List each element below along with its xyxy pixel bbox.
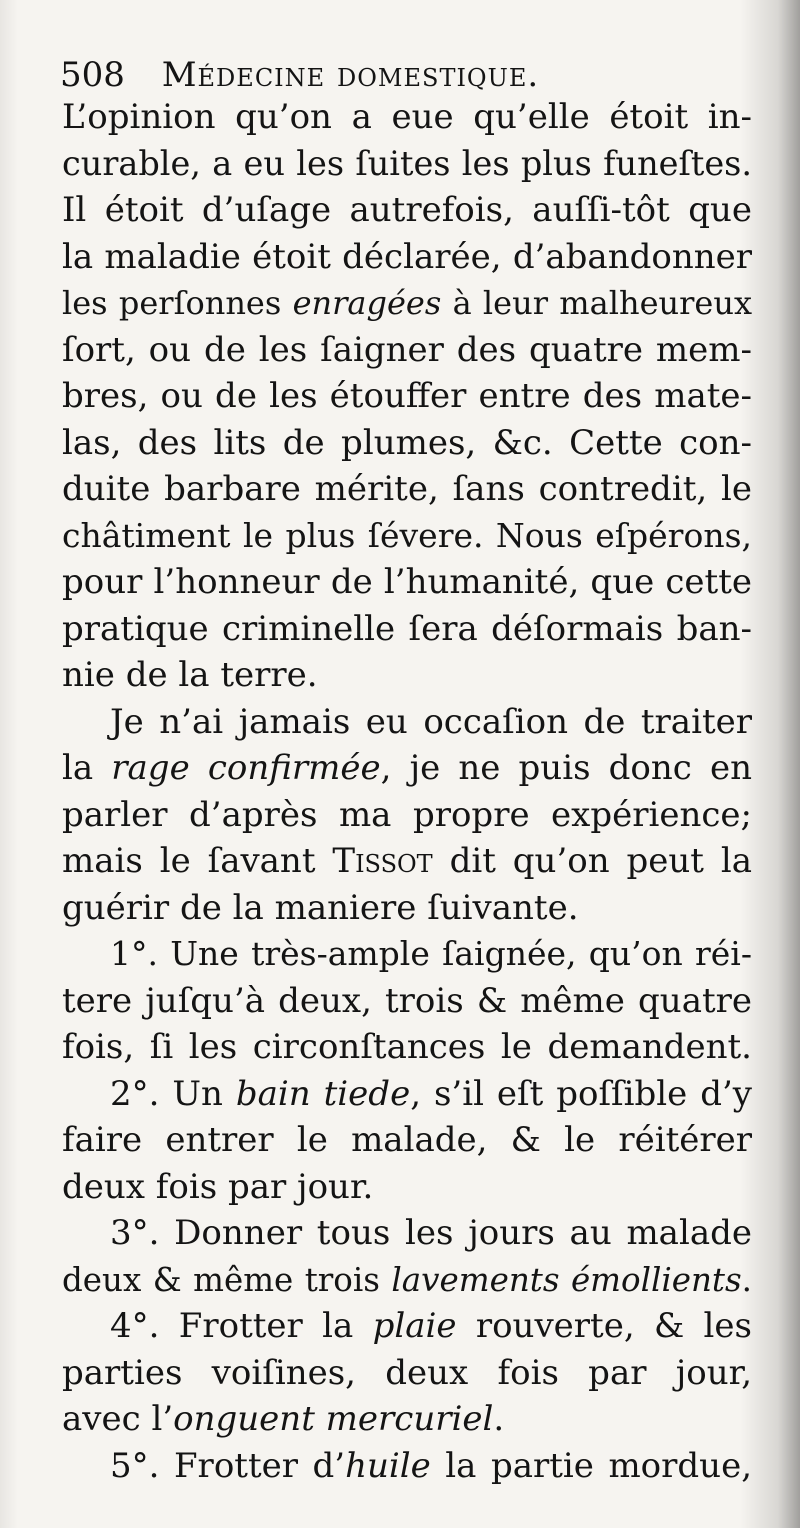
body-text [62,94,752,1489]
text-line: Je n’ai jamais eu occaſion de traiter [110,701,752,742]
text-line: Il étoit d’uſage autrefois, auſſi-tôt que [62,190,752,230]
page-header [60,50,760,100]
text-line: L’opinion qu’on a eue qu’elle étoit in- [62,97,752,137]
text-line: pour l’honneur de l’humanité, que cette [62,562,752,602]
text-line: avec l’onguent mercuriel. [62,1399,505,1439]
text-line: duite barbare mérite, ſans contredit, le [62,469,752,509]
text-line: parler d’après ma propre expérience; [62,794,752,835]
text-line: parties voiſines, deux fois par jour, [62,1352,752,1393]
running-title: Médecine domestique. [161,55,540,95]
text-line: châtiment le plus ſévere. Nous eſpérons, [62,515,752,555]
text-line: la maladie étoit déclarée, d’abandonner [62,236,752,277]
text-line: les perſonnes enragées à leur malheureux [62,284,753,322]
text-line: bres, ou de les étouffer entre des mate- [62,376,752,416]
page-number: 508 [60,55,125,95]
text-line: 1°. Une très-ample ſaignée, qu’on réi- [110,934,752,973]
text-line: deux fois par jour. [62,1166,374,1207]
text-line: curable, a eu les ſuites les plus funeſtes. [62,143,752,183]
text-line: nie de la terre. [62,655,318,695]
text-line: la rage confirmée, je ne puis donc en [62,748,752,788]
text-line: mais le ſavant Tissot dit qu’on peut la [62,841,752,881]
text-line: 2°. Un bain tiede, s’il eſt poſſible d’y [110,1073,752,1114]
text-line: las, des lits de plumes, &c. Cette con- [62,422,752,463]
text-line: tere juſqu’à deux, trois & même quatre [62,980,752,1021]
text-line: deux & même trois lavements émollients. [62,1260,752,1299]
text-line: guérir de la maniere ſuivante. [62,887,579,928]
text-line: 3°. Donner tous les jours au malade [110,1213,752,1253]
text-line: faire entrer le malade, & le réitérer [62,1120,752,1160]
text-line: 4°. Frotter la plaie rouverte, & les [110,1306,752,1346]
text-line: fois, ſi les circonſtances le demandent. [62,1027,752,1067]
text-line: 5°. Frotter d’huile la partie mordue, [110,1445,752,1486]
text-line: pratique criminelle ſera déſormais ban- [62,608,752,649]
text-line: ſort, ou de les ſaigner des quatre mem- [62,329,752,370]
